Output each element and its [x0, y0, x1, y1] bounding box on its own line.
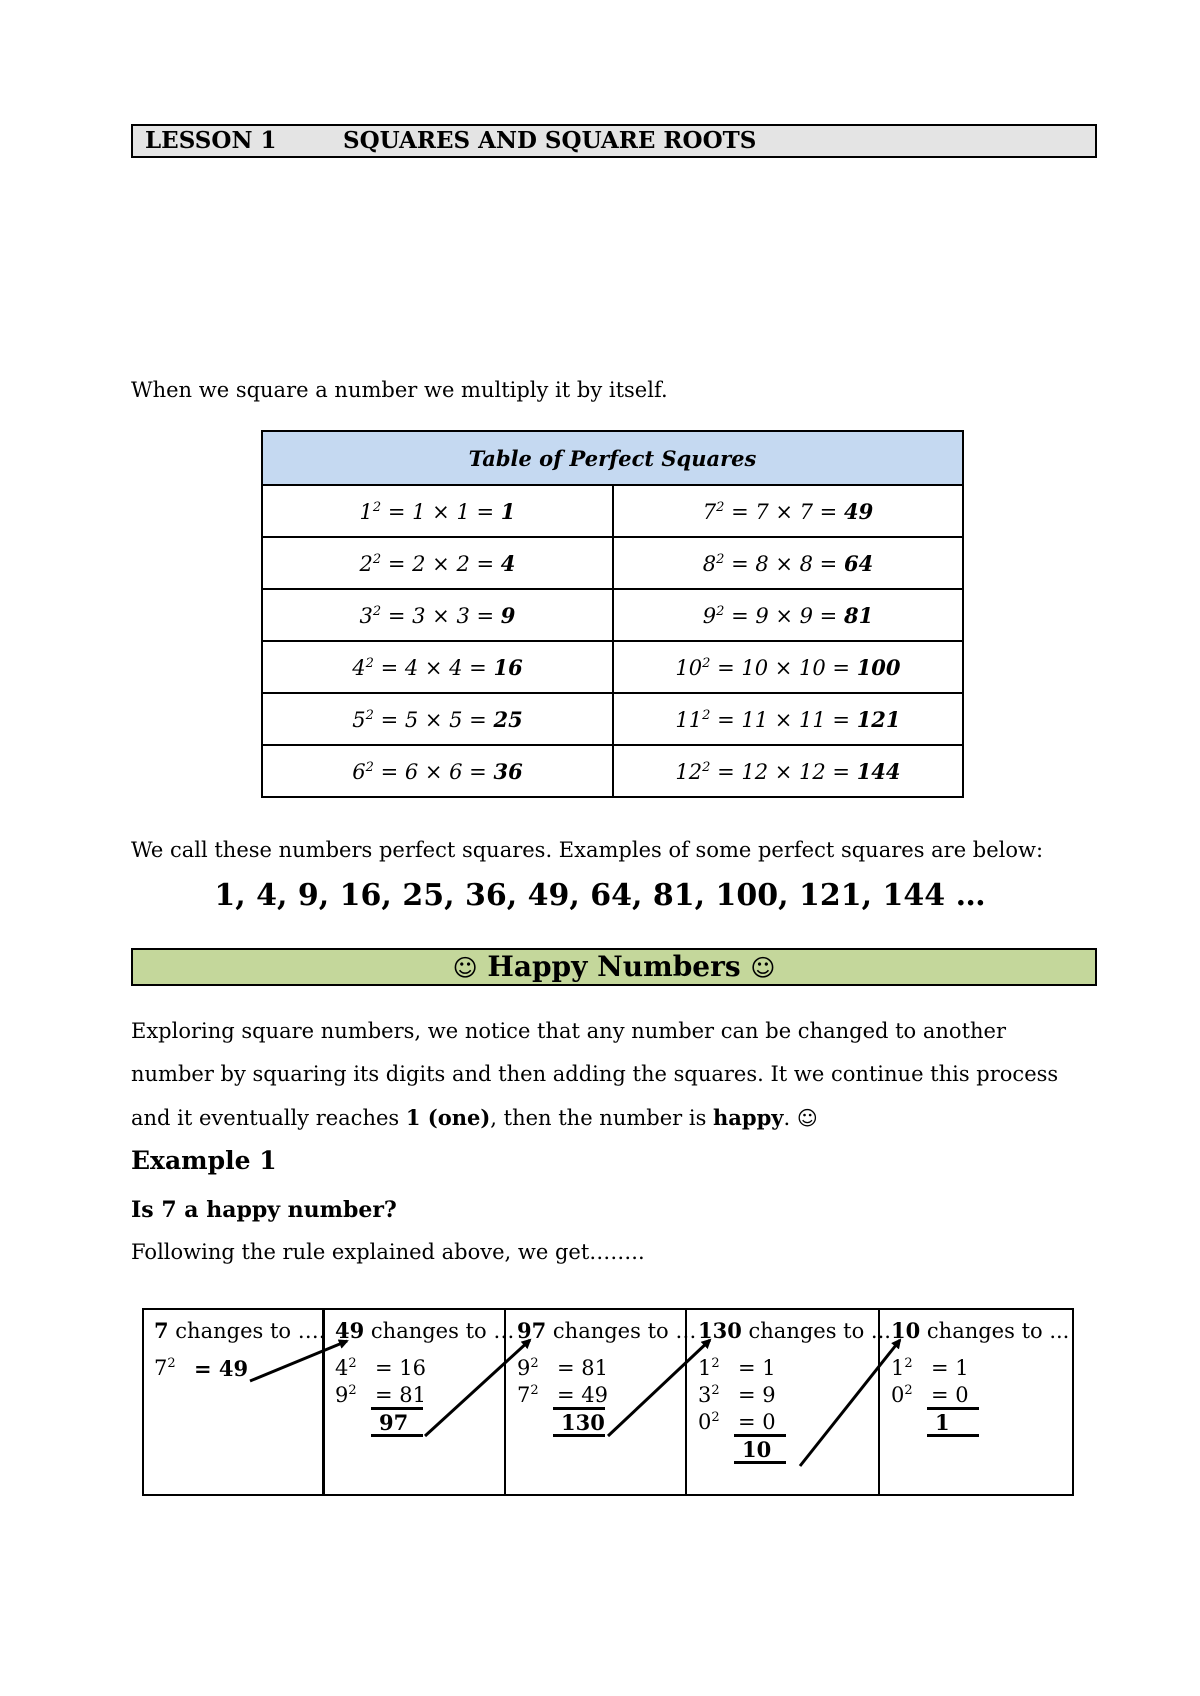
example-follow: Following the rule explained above, we get…….. — [131, 1240, 645, 1264]
exponent: 2 — [365, 655, 374, 671]
result: 81 — [843, 602, 874, 628]
cell-changes-to: changes to ... — [920, 1319, 1070, 1343]
base: 2 — [359, 551, 373, 576]
base: 6 — [352, 759, 366, 784]
exponent: 2 — [702, 759, 711, 775]
base: 12 — [675, 759, 703, 784]
square-line — [517, 1356, 609, 1380]
happy-heading-text: Happy Numbers — [487, 950, 741, 983]
square-line — [335, 1383, 427, 1407]
perfect-squares-list: 1, 4, 9, 16, 25, 36, 49, 64, 81, 100, 121, 144 … — [214, 878, 986, 913]
expression: = 2 × 2 = — [381, 551, 501, 576]
square-cell — [613, 537, 963, 589]
exponent: 2 — [711, 1410, 720, 1425]
cell-heading — [517, 1318, 696, 1343]
expression: = 7 × 7 = — [724, 499, 844, 524]
result: 9 — [500, 602, 516, 628]
table-row — [262, 589, 963, 641]
square-line — [154, 1356, 249, 1381]
equals: = — [557, 1383, 575, 1407]
base: 9 — [335, 1383, 349, 1407]
base: 4 — [335, 1356, 349, 1380]
square-cell — [613, 693, 963, 745]
equals: = — [931, 1383, 949, 1407]
base: 3 — [698, 1383, 712, 1407]
exponent: 2 — [904, 1356, 913, 1371]
square-line — [891, 1356, 969, 1380]
cell-number: 130 — [698, 1318, 742, 1343]
base: 0 — [698, 1410, 712, 1434]
base: 0 — [891, 1383, 905, 1407]
result: 121 — [856, 706, 901, 732]
table-caption: Table of Perfect Squares — [262, 431, 963, 485]
value: 49 — [581, 1383, 609, 1407]
exponent: 2 — [530, 1356, 539, 1371]
value: 16 — [399, 1356, 427, 1380]
cell-number: 7 — [154, 1318, 169, 1343]
square-cell — [262, 693, 613, 745]
base: 11 — [675, 707, 703, 732]
base: 1 — [891, 1356, 905, 1380]
exponent: 2 — [372, 551, 382, 567]
value: 49 — [218, 1356, 249, 1381]
expression: = 11 × 11 = — [710, 707, 857, 732]
cell-changes-to: changes to … — [546, 1319, 697, 1343]
happy-text-happy: happy — [713, 1105, 784, 1130]
exponent: 2 — [372, 603, 382, 619]
exponent: 2 — [716, 499, 725, 515]
square-cell — [262, 641, 613, 693]
arrow-2 — [425, 1340, 530, 1436]
cell-number: 97 — [517, 1318, 547, 1343]
total-underline — [553, 1434, 605, 1437]
value: 81 — [399, 1383, 427, 1407]
arrow-3 — [608, 1340, 710, 1436]
equals: = — [738, 1356, 756, 1380]
expression: = 8 × 8 = — [724, 551, 844, 576]
result: 25 — [493, 706, 523, 732]
happy-text-part: , then the number is — [490, 1106, 714, 1130]
value: 1 — [762, 1356, 776, 1380]
smiley-icon: ☺ — [750, 954, 776, 982]
result: 144 — [856, 758, 901, 784]
sum-total: 97 — [379, 1410, 409, 1435]
happy-text-part: Exploring square numbers, we notice that any number can be changed to another number by squaring its digits and then adding the squares. It we continue this process and it eventually reaches — [131, 1019, 1059, 1130]
total-underline — [927, 1434, 979, 1437]
smiley-icon: ☺ — [796, 1106, 818, 1130]
base: 7 — [154, 1356, 168, 1380]
value: 81 — [581, 1356, 609, 1380]
square-cell — [613, 745, 963, 797]
cell-changes-to: changes to …. — [168, 1319, 326, 1343]
exponent: 2 — [716, 551, 725, 567]
square-cell — [613, 641, 963, 693]
exponent: 2 — [904, 1383, 913, 1398]
expression: = 3 × 3 = — [381, 603, 501, 628]
sum-total: 130 — [561, 1410, 605, 1435]
result: 100 — [856, 654, 901, 680]
cell-changes-to: changes to ... — [741, 1319, 891, 1343]
expression: = 10 × 10 = — [710, 655, 857, 680]
square-line — [335, 1356, 427, 1380]
exponent: 2 — [530, 1383, 539, 1398]
equals: = — [931, 1356, 949, 1380]
square-line — [698, 1356, 776, 1380]
exponent: 2 — [716, 603, 725, 619]
exponent: 2 — [711, 1383, 720, 1398]
value: 9 — [762, 1383, 776, 1407]
result: 36 — [493, 758, 523, 784]
exponent: 2 — [711, 1356, 720, 1371]
square-cell — [262, 537, 613, 589]
base: 10 — [675, 655, 703, 680]
sum-total: 10 — [742, 1437, 772, 1462]
cell-heading — [335, 1318, 514, 1343]
cell-changes-to: changes to … — [364, 1319, 515, 1343]
exponent: 2 — [167, 1356, 176, 1371]
equals: = — [738, 1410, 756, 1434]
cell-heading — [698, 1318, 891, 1343]
result: 4 — [500, 550, 516, 576]
exponent: 2 — [348, 1356, 357, 1371]
arrow-4 — [800, 1340, 900, 1466]
equals: = — [375, 1383, 393, 1407]
equals: = — [194, 1356, 212, 1381]
result: 16 — [493, 654, 523, 680]
cell-number: 49 — [335, 1318, 365, 1343]
square-line — [891, 1383, 969, 1407]
total-underline — [371, 1434, 423, 1437]
intro-text: When we square a number we multiply it by itself. — [131, 378, 668, 402]
smiley-icon: ☺ — [452, 954, 478, 982]
table-row — [262, 641, 963, 693]
table-row — [262, 537, 963, 589]
square-line — [698, 1410, 776, 1434]
base: 5 — [352, 707, 366, 732]
perfect-squares-table — [261, 430, 964, 798]
base: 7 — [517, 1383, 531, 1407]
lesson-title: SQUARES AND SQUARE ROOTS — [343, 127, 757, 154]
happy-numbers-heading — [131, 948, 1097, 986]
arrow-1 — [250, 1341, 347, 1381]
base: 7 — [702, 499, 717, 524]
happy-text-part: . — [783, 1106, 797, 1130]
exponent: 2 — [702, 655, 711, 671]
cell-heading — [154, 1318, 325, 1343]
exponent: 2 — [365, 759, 374, 775]
expression: = 9 × 9 = — [724, 603, 844, 628]
square-line — [517, 1383, 609, 1407]
value: 1 — [955, 1356, 969, 1380]
square-cell — [613, 589, 963, 641]
lesson-number: LESSON 1 — [145, 127, 277, 154]
lesson-header — [131, 124, 1097, 158]
equals: = — [375, 1356, 393, 1380]
happy-text-one: 1 (one) — [405, 1105, 491, 1130]
expression: = 12 × 12 = — [710, 759, 857, 784]
base: 4 — [352, 655, 366, 680]
perfect-squares-note: We call these numbers perfect squares. Examples of some perfect squares are below: — [131, 838, 1044, 862]
base: 9 — [517, 1356, 531, 1380]
square-cell — [262, 485, 613, 537]
table-row — [262, 693, 963, 745]
exponent: 2 — [348, 1383, 357, 1398]
result: 49 — [843, 498, 874, 524]
square-cell — [613, 485, 963, 537]
result: 1 — [500, 498, 516, 524]
base: 8 — [702, 551, 717, 576]
happy-process-table — [142, 1308, 1074, 1496]
exponent: 2 — [702, 707, 711, 723]
sum-total: 1 — [935, 1410, 950, 1435]
result: 64 — [843, 550, 874, 576]
square-cell — [262, 745, 613, 797]
expression: = 6 × 6 = — [373, 759, 494, 784]
equals: = — [738, 1383, 756, 1407]
base: 3 — [359, 603, 373, 628]
cell-heading — [891, 1318, 1069, 1343]
base: 1 — [359, 499, 373, 524]
happy-explanation — [131, 1010, 1091, 1140]
value: 0 — [762, 1410, 776, 1434]
expression: = 4 × 4 = — [373, 655, 494, 680]
square-line — [698, 1383, 776, 1407]
exponent: 2 — [372, 499, 382, 515]
value: 0 — [955, 1383, 969, 1407]
base: 9 — [702, 603, 717, 628]
table-row — [262, 485, 963, 537]
total-underline — [734, 1461, 786, 1464]
table-row — [262, 745, 963, 797]
square-cell — [262, 589, 613, 641]
example-title: Example 1 — [131, 1146, 277, 1175]
expression: = 5 × 5 = — [373, 707, 494, 732]
example-question: Is 7 a happy number? — [131, 1197, 397, 1223]
equals: = — [557, 1356, 575, 1380]
cell-number: 10 — [891, 1318, 921, 1343]
expression: = 1 × 1 = — [381, 499, 501, 524]
exponent: 2 — [365, 707, 374, 723]
base: 1 — [698, 1356, 712, 1380]
